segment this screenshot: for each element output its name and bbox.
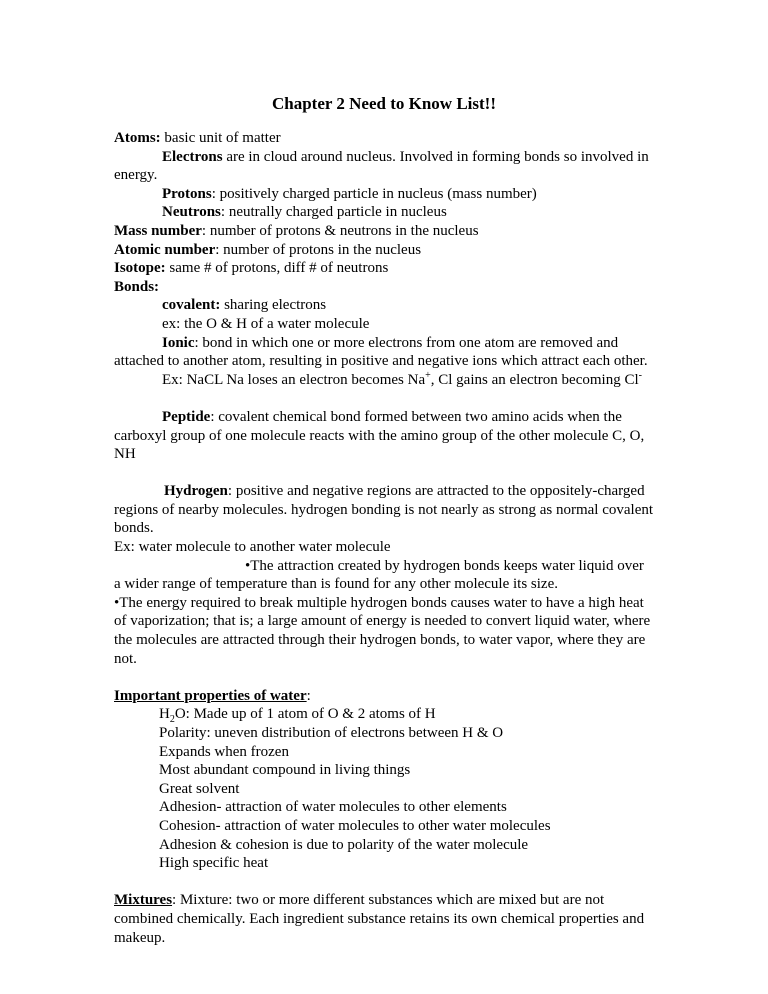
- list-item: High specific heat: [159, 855, 269, 872]
- atomic-number-def: : number of protons in the nucleus: [215, 241, 422, 258]
- atomic-number-term: Atomic number: [114, 241, 216, 258]
- peptide-def: : covalent chemical bond formed between two amino acids when the carboxyl group of one molecule reacts with the amino group of the other molecule C, O, NH: [114, 408, 645, 463]
- mixtures-def: : Mixture: two or more different substances which are mixed but are not combined chemically. Each ingredient substance retains its own chemical properties and makeup.: [114, 892, 645, 946]
- ionic-example: [114, 371, 654, 390]
- covalent-example: ex: the O & H of a water molecule: [162, 315, 370, 332]
- ionic-sup-minus: -: [638, 369, 642, 381]
- water-formula-item: [159, 705, 654, 724]
- protons-def: : positively charged particle in nucleus (mass number): [211, 185, 537, 202]
- list-item: Polarity: uneven distribution of electrons between H & O: [159, 725, 504, 741]
- list-item: Great solvent: [159, 780, 240, 797]
- ionic-def: : bond in which one or more electrons from one atom are removed and attached to another atom, resulting in positive and negative ions which attract each other.: [114, 334, 648, 370]
- mass-number-term: Mass number: [114, 222, 202, 239]
- hydrogen-example: Ex: water molecule to another water molecule: [114, 539, 391, 556]
- hydrogen-def: : positive and negative regions are attracted to the oppositely-charged regions of nearby molecules. hydrogen bonding is not nearly as strong as normal covalent bonds.: [114, 483, 654, 537]
- formula-h: H: [159, 706, 170, 723]
- neutrons-def: : neutrally charged particle in nucleus: [220, 204, 447, 221]
- protons-line: [114, 185, 654, 204]
- spacer: [114, 464, 654, 483]
- neutrons-term: Neutrons: [162, 204, 221, 221]
- electrons-term: Electrons: [162, 148, 223, 165]
- atoms-def: basic unit of matter: [160, 130, 281, 146]
- peptide-term: Peptide: [162, 408, 211, 425]
- spacer: [114, 389, 654, 408]
- bonds-term: Bonds:: [114, 278, 160, 295]
- neutrons-line: [114, 203, 654, 222]
- atoms-term: Atoms:: [114, 130, 161, 146]
- list-item: Most abundant compound in living things: [159, 762, 411, 779]
- bonds-heading: [114, 278, 654, 297]
- electrons-line: [114, 148, 654, 185]
- spacer: [114, 668, 654, 687]
- formula-rest: O: Made up of 1 atom of O & 2 atoms of H: [174, 706, 436, 723]
- peptide-line: [114, 408, 654, 464]
- isotope-def: same # of protons, diff # of neutrons: [165, 260, 389, 277]
- list-item: Cohesion- attraction of water molecules to other water molecules: [159, 817, 551, 834]
- ionic-example-a: Ex: NaCL Na loses an electron becomes Na: [162, 371, 426, 388]
- mass-number-line: [114, 222, 654, 241]
- mixtures-heading: Mixtures: [114, 892, 173, 909]
- ionic-example-b: , Cl gains an electron becoming Cl: [430, 371, 639, 388]
- hydrogen-bullet-1: •The attraction created by hydrogen bonds keeps water liquid over a wider range of temperature than is found for any other molecule its size.: [114, 557, 644, 593]
- isotope-line: [114, 259, 654, 278]
- electrons-def: are in cloud around nucleus. Involved in forming bonds so involved in energy.: [114, 148, 649, 184]
- page-title: Chapter 2 Need to Know List!!: [272, 94, 496, 113]
- hydrogen-term: Hydrogen: [164, 483, 228, 500]
- protons-term: Protons: [162, 185, 212, 202]
- atoms-line: [114, 129, 654, 148]
- ionic-term: Ionic: [162, 334, 195, 351]
- list-item: Adhesion & cohesion is due to polarity of the water molecule: [159, 836, 529, 853]
- document-body: [114, 129, 654, 947]
- water-properties-list: [114, 705, 654, 872]
- covalent-def: sharing electrons: [220, 297, 327, 314]
- mass-number-def: : number of protons & neutrons in the nucleus: [201, 222, 479, 239]
- hydrogen-line: [114, 482, 654, 538]
- spacer: [114, 873, 654, 892]
- covalent-line: [114, 296, 654, 315]
- ionic-line: [114, 334, 654, 371]
- mixtures-line: [114, 891, 654, 947]
- list-item: Expands when frozen: [159, 743, 289, 760]
- hydrogen-bullet-2: •The energy required to break multiple hydrogen bonds causes water to have a high heat of vaporization; that is; a large amount of energy is needed to convert liquid water, where the molecules are attracted through their hydrogen bonds, to water vapor, where they are not.: [114, 594, 651, 667]
- list-item: Adhesion- attraction of water molecules to other elements: [159, 799, 507, 816]
- ionic-sup-plus: +: [425, 369, 431, 381]
- water-heading-colon: :: [306, 687, 311, 704]
- formula-subscript: 2: [169, 714, 175, 726]
- atomic-number-line: [114, 241, 654, 260]
- water-heading-line: [114, 687, 654, 706]
- isotope-term: Isotope:: [114, 260, 166, 277]
- covalent-term: covalent:: [162, 297, 221, 314]
- water-heading: Important properties of water: [114, 687, 307, 704]
